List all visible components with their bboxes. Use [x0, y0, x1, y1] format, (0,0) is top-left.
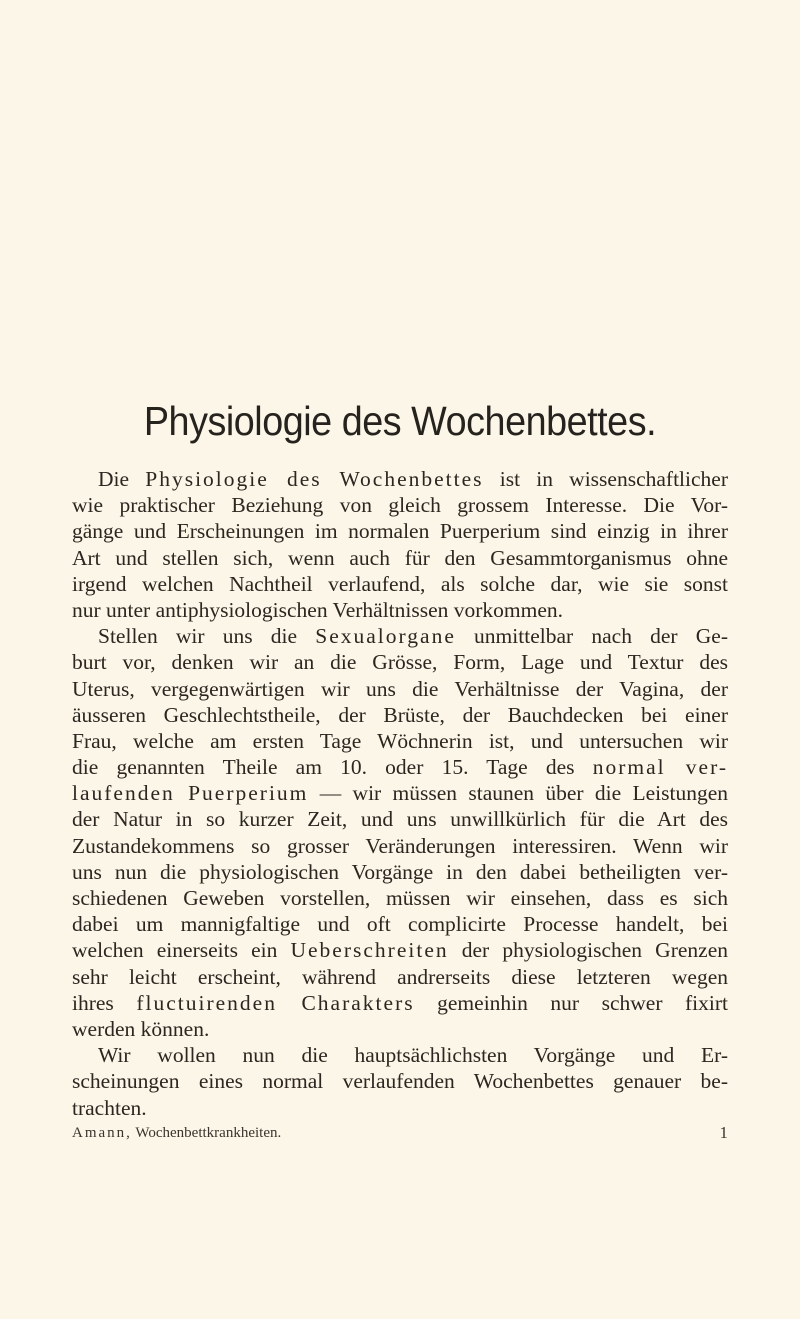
text-line: irgend welchen Nachtheil verlaufend, als solche dar, wie sie sonst	[72, 571, 728, 596]
text-line: uns nun die physiologischen Vorgänge in den dabei betheiligten ver-	[72, 859, 728, 884]
chapter-title: Physiologie des Wochenbettes.	[143, 398, 657, 444]
text-line: burt vor, denken wir an die Grösse, Form, Lage und Textur des	[72, 650, 728, 675]
text-line: werden können.	[72, 1016, 210, 1041]
text-line: Art und stellen sich, wenn auch für den Gesammtorganismus ohne	[72, 545, 728, 570]
text-line: sehr leicht erscheint, während andrerseits diese letzteren wegen	[72, 964, 728, 989]
footer-author: Amann,	[72, 1125, 132, 1141]
text-line: Zustandekommens so grosser Veränderungen interessiren. Wenn wir	[72, 833, 728, 858]
text-line: äusseren Geschlechtstheile, der Brüste, der Bauchdecken bei einer	[72, 702, 728, 727]
text-line: nur unter antiphysiologischen Verhältnissen vorkommen.	[72, 597, 564, 622]
text-line: der Natur in so kurzer Zeit, und uns unwillkürlich für die Art des	[72, 807, 728, 832]
text-line: gänge und Erscheinungen im normalen Puerperium sind einzig in ihrer	[72, 519, 728, 544]
spaced-emphasis: Physiologie des Wochenbettes	[145, 467, 484, 491]
spaced-emphasis: fluctuirenden Charakters	[136, 990, 415, 1015]
text-line: Wir wollen nun die hauptsächlichsten Vorgänge und Er-	[98, 1043, 728, 1068]
text-line: scheinungen eines normal verlaufenden Wochenbettes genauer be-	[72, 1069, 728, 1094]
page-number: 1	[719, 1123, 728, 1142]
text-line: trachten.	[72, 1095, 147, 1120]
text-line: Stellen wir uns die Sexualorgane unmittelbar nach der Ge-	[98, 624, 728, 649]
text-line: ihres fluctuirenden Charakters gemeinhin nur schwer fixirt	[72, 990, 729, 1015]
text-line: die genannten Theile am 10. oder 15. Tage des normal ver-	[72, 755, 728, 780]
page-footer	[72, 1122, 728, 1144]
text-line: schiedenen Geweben vorstellen, müssen wir einsehen, dass es sich	[72, 886, 728, 910]
body-text	[72, 466, 728, 1121]
spaced-emphasis: Sexualorgane	[315, 624, 456, 649]
text-line: Frau, welche am ersten Tage Wöchnerin ist, und untersuchen wir	[72, 728, 728, 753]
text-line: dabei um mannigfaltige und oft complicirte Processe handelt, bei	[72, 912, 728, 937]
spaced-emphasis: normal ver-	[592, 755, 728, 780]
text-line: wie praktischer Beziehung von gleich grossem Interesse. Die Vor-	[72, 493, 728, 518]
text-line: welchen einerseits ein Ueberschreiten der physiologischen Grenzen	[72, 938, 728, 963]
text-line: Die Physiologie des Wochenbettes ist in wissenschaftlicher	[98, 467, 728, 491]
text-line: laufenden Puerperium — wir müssen staunen über die Leistungen	[72, 781, 728, 806]
text-line: Uterus, vergegenwärtigen wir uns die Verhältnisse der Vagina, der	[72, 676, 728, 701]
footer-work-title: Wochenbettkrankheiten.	[135, 1125, 282, 1141]
spaced-emphasis: Ueberschreiten	[290, 938, 449, 963]
spaced-emphasis: laufenden Puerperium	[72, 781, 309, 806]
